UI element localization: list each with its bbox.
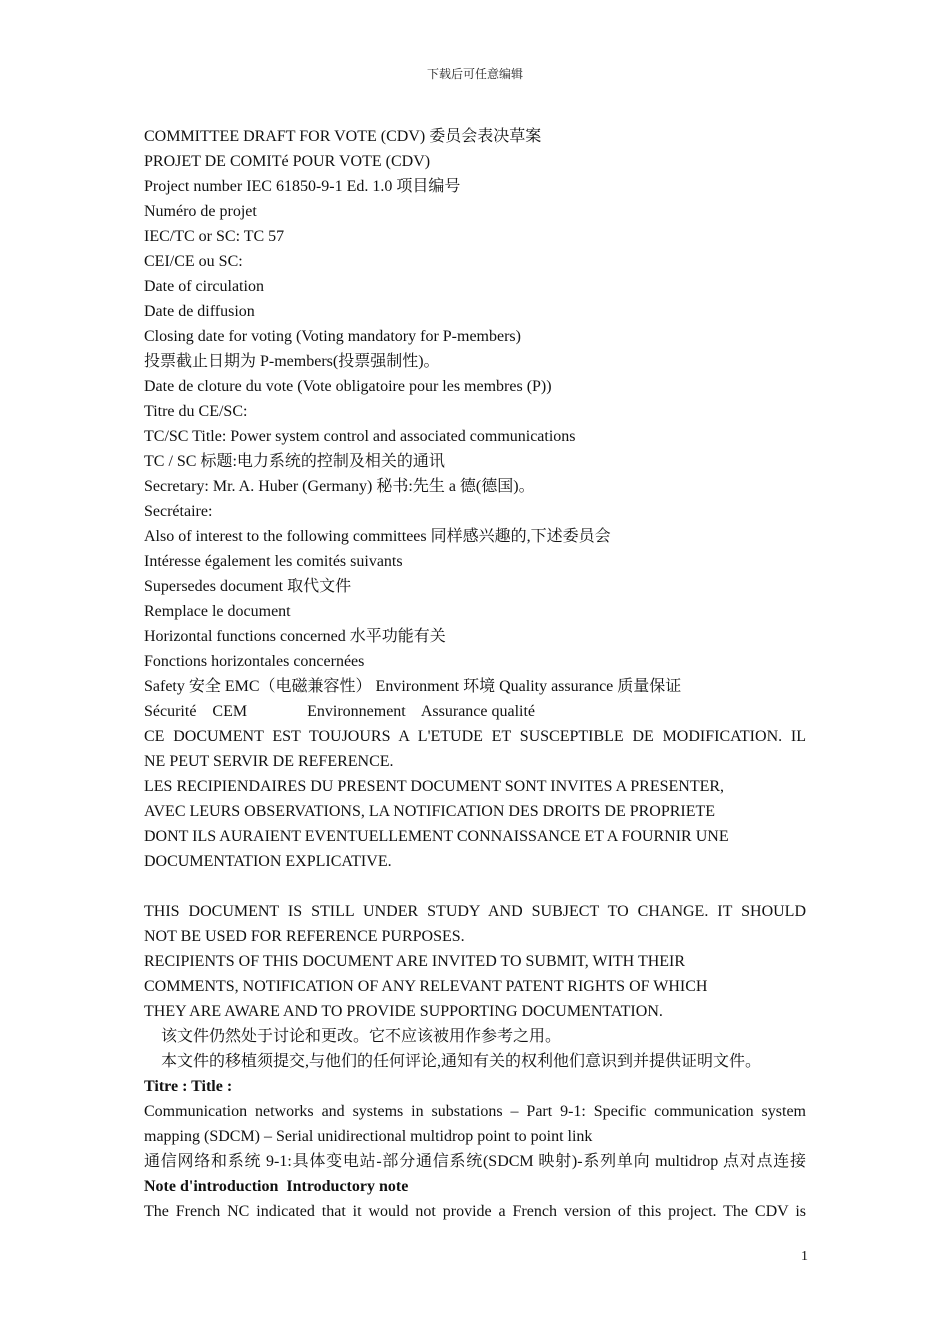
doc-line: THIS DOCUMENT IS STILL UNDER STUDY AND SUBJECT TO CHANGE. IT SHOULD [144,903,806,920]
section-heading: Titre : Title : [144,1078,233,1095]
doc-line: THEY ARE AWARE AND TO PROVIDE SUPPORTING DOCUMENTATION. [144,1003,663,1020]
doc-line: COMMITTEE DRAFT FOR VOTE (CDV) 委员会表决草案 [144,128,542,145]
doc-line: 该文件仍然处于讨论和更改。它不应该被用作参考之用。 [161,1028,562,1045]
doc-line: Intéresse également les comités suivants [144,553,403,570]
doc-line: Titre du CE/SC: [144,403,248,420]
doc-line: Sécurité CEM Environnement Assurance qualité [144,703,536,720]
doc-line: TC / SC 标题:电力系统的控制及相关的通讯 [144,453,445,470]
doc-line: Closing date for voting (Voting mandatory for P-members) [144,328,521,345]
doc-line: TC/SC Title: Power system control and associated communications [144,428,576,445]
doc-line: DOCUMENTATION EXPLICATIVE. [144,853,392,870]
doc-line: RECIPIENTS OF THIS DOCUMENT ARE INVITED TO SUBMIT, WITH THEIR [144,953,686,970]
doc-line: 通信网络和系统 9-1:具体变电站-部分通信系统(SDCM 映射)-系列单向 multidrop 点对点连接 [144,1153,806,1170]
doc-line: CEI/CE ou SC: [144,253,243,270]
doc-line: 投票截止日期为 P-members(投票强制性)。 [144,353,440,370]
document-body [144,124,806,1224]
doc-line: Date de diffusion [144,303,255,320]
doc-line: NE PEUT SERVIR DE REFERENCE. [144,753,394,770]
doc-line: Communication networks and systems in substations – Part 9-1: Specific communication system [144,1103,806,1120]
doc-line: IEC/TC or SC: TC 57 [144,228,285,245]
doc-line: Fonctions horizontales concernées [144,653,365,670]
doc-line: Date of circulation [144,278,264,295]
doc-line: COMMENTS, NOTIFICATION OF ANY RELEVANT PATENT RIGHTS OF WHICH [144,978,708,995]
doc-line: Secretary: Mr. A. Huber (Germany) 秘书:先生 a 德(德国)。 [144,478,535,495]
doc-line: Secrétaire: [144,503,213,520]
doc-line: Horizontal functions concerned 水平功能有关 [144,628,446,645]
doc-line: Safety 安全 EMC（电磁兼容性） Environment 环境 Quality assurance 质量保证 [144,678,682,695]
page-number: 1 [801,1249,808,1264]
doc-line: Project number IEC 61850-9-1 Ed. 1.0 项目编号 [144,178,461,195]
blank-line [144,874,806,899]
page-header: 下载后可任意编辑 [426,67,523,81]
doc-line: AVEC LEURS OBSERVATIONS, LA NOTIFICATION DES DROITS DE PROPRIETE [144,803,716,820]
doc-line: PROJET DE COMITé POUR VOTE (CDV) [144,153,431,170]
doc-line: Remplace le document [144,603,291,620]
doc-line: Numéro de projet [144,203,257,220]
doc-line: DONT ILS AURAIENT EVENTUELLEMENT CONNAISSANCE ET A FOURNIR UNE [144,828,729,845]
section-heading: Note d'introduction Introductory note [144,1178,409,1195]
doc-line: 本文件的移植须提交,与他们的任何评论,通知有关的权利他们意识到并提供证明文件。 [161,1053,762,1070]
doc-line: LES RECIPIENDAIRES DU PRESENT DOCUMENT SONT INVITES A PRESENTER, [144,778,725,795]
doc-line: CE DOCUMENT EST TOUJOURS A L'ETUDE ET SUSCEPTIBLE DE MODIFICATION. IL [144,728,806,745]
doc-line: mapping (SDCM) – Serial unidirectional multidrop point to point link [144,1128,593,1145]
doc-line: NOT BE USED FOR REFERENCE PURPOSES. [144,928,465,945]
doc-line: The French NC indicated that it would not provide a French version of this project. The CDV is [144,1203,806,1220]
doc-line: Date de cloture du vote (Vote obligatoire pour les membres (P)) [144,378,552,395]
doc-line: Also of interest to the following committees 同样感兴趣的,下述委员会 [144,528,611,545]
doc-line: Supersedes document 取代文件 [144,578,352,595]
